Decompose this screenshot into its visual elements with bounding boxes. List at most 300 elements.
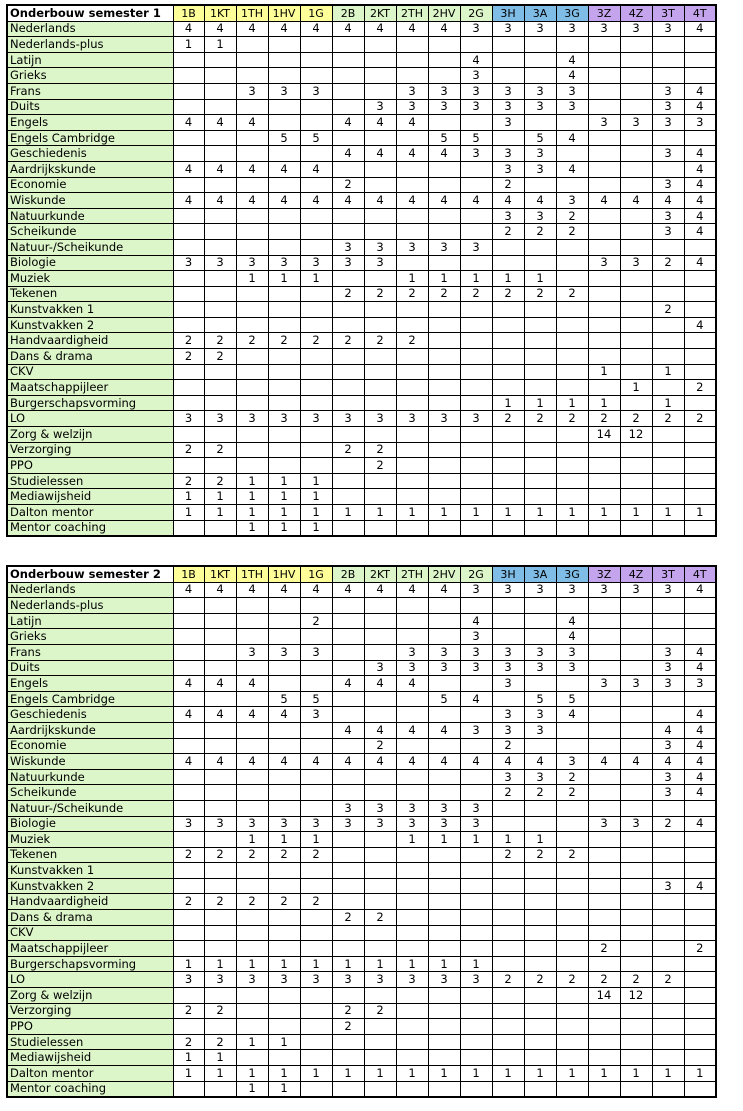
hours-cell <box>173 629 204 645</box>
hours-cell <box>300 1081 332 1097</box>
table-row <box>7 239 716 255</box>
hours-cell: 2 <box>364 910 396 926</box>
hours-cell: 3 <box>364 816 396 832</box>
hours-cell <box>492 613 524 629</box>
hours-cell: 4 <box>684 660 716 676</box>
hours-cell: 4 <box>428 146 460 162</box>
hours-cell <box>460 738 492 754</box>
hours-cell <box>620 1081 652 1097</box>
hours-cell <box>396 208 428 224</box>
table-row <box>7 800 716 816</box>
hours-cell <box>588 68 620 84</box>
hours-cell <box>364 988 396 1004</box>
hours-cell <box>524 863 556 879</box>
hours-cell <box>204 722 236 738</box>
hours-cell <box>620 613 652 629</box>
column-header: 1B <box>173 566 204 582</box>
hours-cell <box>524 442 556 458</box>
hours-cell: 1 <box>204 489 236 505</box>
hours-cell: 2 <box>428 286 460 302</box>
hours-cell: 3 <box>460 21 492 37</box>
hours-cell: 3 <box>492 676 524 692</box>
hours-cell <box>300 941 332 957</box>
hours-cell <box>364 473 396 489</box>
hours-cell: 1 <box>396 1066 428 1082</box>
hours-cell <box>620 1034 652 1050</box>
hours-cell <box>396 161 428 177</box>
hours-cell <box>428 442 460 458</box>
hours-cell: 1 <box>236 1066 268 1082</box>
hours-cell <box>460 224 492 240</box>
hours-cell: 3 <box>524 769 556 785</box>
hours-cell: 3 <box>460 972 492 988</box>
table-row <box>7 411 716 427</box>
subject-label: Economie <box>7 177 173 193</box>
hours-cell: 4 <box>236 754 268 770</box>
hours-cell <box>524 613 556 629</box>
hours-cell <box>524 52 556 68</box>
hours-cell <box>332 644 364 660</box>
hours-cell <box>396 910 428 926</box>
hours-cell: 1 <box>300 505 332 521</box>
hours-cell <box>204 380 236 396</box>
hours-cell <box>396 224 428 240</box>
hours-cell <box>428 364 460 380</box>
hours-cell <box>556 520 588 536</box>
column-header: 2TH <box>396 566 428 582</box>
subject-label: Engels <box>7 115 173 131</box>
hours-cell: 1 <box>300 520 332 536</box>
hours-cell: 1 <box>236 505 268 521</box>
hours-cell <box>588 644 620 660</box>
hours-cell <box>524 816 556 832</box>
schedule-table-semester-1 <box>6 4 717 537</box>
hours-cell <box>652 52 684 68</box>
hours-cell <box>492 317 524 333</box>
hours-cell: 1 <box>236 271 268 287</box>
hours-cell <box>300 722 332 738</box>
hours-cell <box>588 722 620 738</box>
hours-cell: 4 <box>652 754 684 770</box>
hours-cell <box>268 349 300 365</box>
hours-cell: 2 <box>684 941 716 957</box>
hours-cell <box>396 894 428 910</box>
hours-cell <box>236 863 268 879</box>
hours-cell: 3 <box>524 161 556 177</box>
hours-cell <box>620 925 652 941</box>
hours-cell: 3 <box>364 99 396 115</box>
hours-cell <box>332 68 364 84</box>
hours-cell <box>428 317 460 333</box>
hours-cell: 4 <box>204 676 236 692</box>
hours-cell: 1 <box>428 505 460 521</box>
hours-cell: 2 <box>204 1003 236 1019</box>
hours-cell <box>428 941 460 957</box>
hours-cell: 3 <box>524 722 556 738</box>
hours-cell: 4 <box>556 68 588 84</box>
hours-cell <box>556 317 588 333</box>
hours-cell <box>588 910 620 926</box>
hours-cell <box>620 489 652 505</box>
table-row <box>7 863 716 879</box>
hours-cell <box>332 691 364 707</box>
hours-cell <box>492 1081 524 1097</box>
hours-cell: 3 <box>652 21 684 37</box>
hours-cell <box>173 68 204 84</box>
hours-cell <box>684 302 716 318</box>
hours-cell: 3 <box>396 99 428 115</box>
hours-cell: 3 <box>620 816 652 832</box>
hours-cell <box>588 707 620 723</box>
hours-cell <box>492 333 524 349</box>
hours-cell <box>204 52 236 68</box>
hours-cell: 12 <box>620 427 652 443</box>
hours-cell: 4 <box>173 115 204 131</box>
hours-cell: 4 <box>684 193 716 209</box>
hours-cell <box>684 68 716 84</box>
hours-cell <box>460 910 492 926</box>
hours-cell <box>652 317 684 333</box>
hours-cell: 4 <box>300 582 332 598</box>
hours-cell <box>652 1050 684 1066</box>
hours-cell: 3 <box>236 644 268 660</box>
hours-cell <box>524 910 556 926</box>
hours-cell <box>428 894 460 910</box>
table-row <box>7 364 716 380</box>
subject-label: Grieks <box>7 629 173 645</box>
hours-cell <box>684 239 716 255</box>
hours-cell <box>684 1050 716 1066</box>
hours-cell <box>684 988 716 1004</box>
hours-cell: 1 <box>300 271 332 287</box>
hours-cell <box>492 988 524 1004</box>
hours-cell <box>204 941 236 957</box>
hours-cell: 3 <box>396 644 428 660</box>
hours-cell <box>364 37 396 53</box>
hours-cell: 2 <box>204 442 236 458</box>
hours-cell <box>236 380 268 396</box>
hours-cell <box>684 894 716 910</box>
hours-cell <box>524 800 556 816</box>
hours-cell: 2 <box>332 910 364 926</box>
hours-cell <box>460 1081 492 1097</box>
subject-label: Natuur-/Scheikunde <box>7 239 173 255</box>
hours-cell: 4 <box>684 785 716 801</box>
hours-cell <box>268 364 300 380</box>
hours-cell <box>492 816 524 832</box>
table-row <box>7 660 716 676</box>
hours-cell <box>492 598 524 614</box>
hours-cell: 4 <box>492 754 524 770</box>
hours-cell <box>460 364 492 380</box>
hours-cell <box>588 925 620 941</box>
hours-cell <box>492 941 524 957</box>
hours-cell <box>204 925 236 941</box>
hours-cell <box>332 37 364 53</box>
hours-cell: 1 <box>300 1066 332 1082</box>
hours-cell: 1 <box>300 832 332 848</box>
subject-label: Dalton mentor <box>7 1066 173 1082</box>
hours-cell <box>620 458 652 474</box>
hours-cell: 1 <box>204 1066 236 1082</box>
hours-cell: 14 <box>588 427 620 443</box>
hours-cell: 4 <box>173 754 204 770</box>
hours-cell <box>428 255 460 271</box>
hours-cell <box>684 37 716 53</box>
hours-cell: 3 <box>300 83 332 99</box>
hours-cell <box>332 988 364 1004</box>
hours-cell: 4 <box>332 21 364 37</box>
column-header: 1B <box>173 5 204 21</box>
hours-cell <box>652 613 684 629</box>
hours-cell: 3 <box>524 83 556 99</box>
hours-cell <box>364 395 396 411</box>
hours-cell <box>300 458 332 474</box>
hours-cell <box>684 271 716 287</box>
hours-cell <box>460 255 492 271</box>
hours-cell <box>396 302 428 318</box>
hours-cell: 1 <box>524 1066 556 1082</box>
hours-cell <box>620 224 652 240</box>
hours-cell: 1 <box>268 1034 300 1050</box>
hours-cell <box>492 302 524 318</box>
hours-cell: 4 <box>620 193 652 209</box>
hours-cell: 2 <box>524 224 556 240</box>
hours-cell: 4 <box>332 754 364 770</box>
hours-cell <box>460 598 492 614</box>
hours-cell <box>268 317 300 333</box>
hours-cell: 2 <box>652 972 684 988</box>
hours-cell <box>173 364 204 380</box>
hours-cell <box>620 302 652 318</box>
hours-cell: 2 <box>620 972 652 988</box>
hours-cell: 1 <box>236 489 268 505</box>
hours-cell <box>556 239 588 255</box>
hours-cell <box>428 489 460 505</box>
hours-cell <box>620 769 652 785</box>
hours-cell: 3 <box>236 972 268 988</box>
hours-cell: 3 <box>652 769 684 785</box>
hours-cell: 2 <box>300 333 332 349</box>
hours-cell: 2 <box>652 302 684 318</box>
hours-cell <box>652 489 684 505</box>
hours-cell <box>396 68 428 84</box>
hours-cell: 4 <box>364 21 396 37</box>
table-row <box>7 832 716 848</box>
hours-cell <box>620 177 652 193</box>
hours-cell: 1 <box>173 505 204 521</box>
hours-cell <box>428 785 460 801</box>
hours-cell <box>652 333 684 349</box>
hours-cell <box>684 972 716 988</box>
table-row <box>7 1034 716 1050</box>
hours-cell <box>524 1081 556 1097</box>
hours-cell <box>173 660 204 676</box>
subject-label: Nederlands <box>7 21 173 37</box>
hours-cell <box>236 442 268 458</box>
hours-cell <box>236 910 268 926</box>
hours-cell: 2 <box>684 411 716 427</box>
hours-cell: 4 <box>460 754 492 770</box>
hours-cell: 3 <box>396 972 428 988</box>
table-row <box>7 878 716 894</box>
hours-cell: 3 <box>428 83 460 99</box>
hours-cell <box>173 1081 204 1097</box>
column-header: 3H <box>492 566 524 582</box>
hours-cell: 3 <box>268 255 300 271</box>
hours-cell <box>588 785 620 801</box>
hours-cell <box>173 458 204 474</box>
hours-cell: 1 <box>396 271 428 287</box>
hours-cell <box>428 988 460 1004</box>
hours-cell: 3 <box>524 644 556 660</box>
hours-cell: 4 <box>204 161 236 177</box>
hours-cell <box>652 1034 684 1050</box>
hours-cell <box>236 738 268 754</box>
hours-cell: 1 <box>396 832 428 848</box>
hours-cell <box>364 832 396 848</box>
hours-cell: 5 <box>556 691 588 707</box>
column-header: 4T <box>684 5 716 21</box>
hours-cell: 3 <box>620 582 652 598</box>
hours-cell: 3 <box>588 255 620 271</box>
hours-cell: 1 <box>620 380 652 396</box>
hours-cell: 3 <box>492 83 524 99</box>
hours-cell <box>620 395 652 411</box>
hours-cell <box>268 239 300 255</box>
hours-cell <box>396 769 428 785</box>
hours-cell <box>396 458 428 474</box>
hours-cell <box>588 208 620 224</box>
hours-cell <box>204 458 236 474</box>
hours-cell <box>236 427 268 443</box>
subject-label: Biologie <box>7 816 173 832</box>
hours-cell <box>620 364 652 380</box>
hours-cell: 3 <box>204 411 236 427</box>
hours-cell <box>428 629 460 645</box>
hours-cell <box>588 800 620 816</box>
table-row <box>7 458 716 474</box>
table-row <box>7 21 716 37</box>
table-row <box>7 894 716 910</box>
hours-cell <box>652 956 684 972</box>
hours-cell <box>428 520 460 536</box>
hours-cell <box>556 1050 588 1066</box>
hours-cell <box>460 1003 492 1019</box>
hours-cell <box>492 1050 524 1066</box>
hours-cell <box>684 847 716 863</box>
hours-cell: 1 <box>268 271 300 287</box>
subject-label: Handvaardigheid <box>7 894 173 910</box>
hours-cell: 3 <box>428 644 460 660</box>
hours-cell: 1 <box>460 832 492 848</box>
hours-cell: 2 <box>588 941 620 957</box>
hours-cell <box>588 1081 620 1097</box>
hours-cell <box>268 458 300 474</box>
hours-cell: 4 <box>588 754 620 770</box>
hours-cell: 4 <box>460 193 492 209</box>
hours-cell <box>460 863 492 879</box>
hours-cell <box>236 37 268 53</box>
hours-cell <box>396 37 428 53</box>
hours-cell <box>524 1034 556 1050</box>
hours-cell <box>652 832 684 848</box>
hours-cell <box>428 707 460 723</box>
hours-cell: 3 <box>652 99 684 115</box>
hours-cell <box>588 1019 620 1035</box>
hours-cell <box>620 333 652 349</box>
column-header: 2B <box>332 566 364 582</box>
hours-cell: 2 <box>524 785 556 801</box>
hours-cell: 1 <box>652 395 684 411</box>
hours-cell <box>524 364 556 380</box>
hours-cell <box>396 613 428 629</box>
hours-cell: 3 <box>556 754 588 770</box>
hours-cell <box>492 239 524 255</box>
hours-cell: 4 <box>556 161 588 177</box>
hours-cell <box>652 458 684 474</box>
column-header: 3A <box>524 5 556 21</box>
hours-cell: 3 <box>652 676 684 692</box>
hours-cell <box>428 115 460 131</box>
hours-cell: 5 <box>268 130 300 146</box>
hours-cell <box>492 68 524 84</box>
hours-cell: 4 <box>428 582 460 598</box>
hours-cell <box>460 847 492 863</box>
hours-cell <box>556 925 588 941</box>
subject-label: Engels Cambridge <box>7 130 173 146</box>
hours-cell <box>524 1003 556 1019</box>
column-header: 1TH <box>236 566 268 582</box>
hours-cell <box>556 910 588 926</box>
subject-label: Wiskunde <box>7 754 173 770</box>
hours-cell <box>204 738 236 754</box>
subject-label: Economie <box>7 738 173 754</box>
hours-cell <box>556 878 588 894</box>
hours-cell: 4 <box>364 722 396 738</box>
hours-cell: 3 <box>332 255 364 271</box>
hours-cell <box>332 785 364 801</box>
hours-cell <box>332 208 364 224</box>
hours-cell <box>620 317 652 333</box>
hours-cell <box>173 598 204 614</box>
hours-cell: 4 <box>332 193 364 209</box>
hours-cell <box>652 520 684 536</box>
table-row <box>7 271 716 287</box>
hours-cell <box>492 520 524 536</box>
hours-cell <box>204 99 236 115</box>
hours-cell <box>364 208 396 224</box>
hours-cell: 2 <box>524 847 556 863</box>
hours-cell <box>684 364 716 380</box>
hours-cell: 3 <box>524 208 556 224</box>
hours-cell: 4 <box>556 52 588 68</box>
hours-cell <box>524 317 556 333</box>
hours-cell <box>492 349 524 365</box>
hours-cell <box>268 660 300 676</box>
column-header: 1TH <box>236 5 268 21</box>
table-row <box>7 582 716 598</box>
hours-cell <box>684 956 716 972</box>
hours-cell: 4 <box>204 115 236 131</box>
hours-cell: 3 <box>268 411 300 427</box>
hours-cell <box>556 473 588 489</box>
hours-cell <box>300 364 332 380</box>
hours-cell: 4 <box>684 816 716 832</box>
hours-cell <box>460 520 492 536</box>
hours-cell <box>620 941 652 957</box>
hours-cell <box>588 333 620 349</box>
